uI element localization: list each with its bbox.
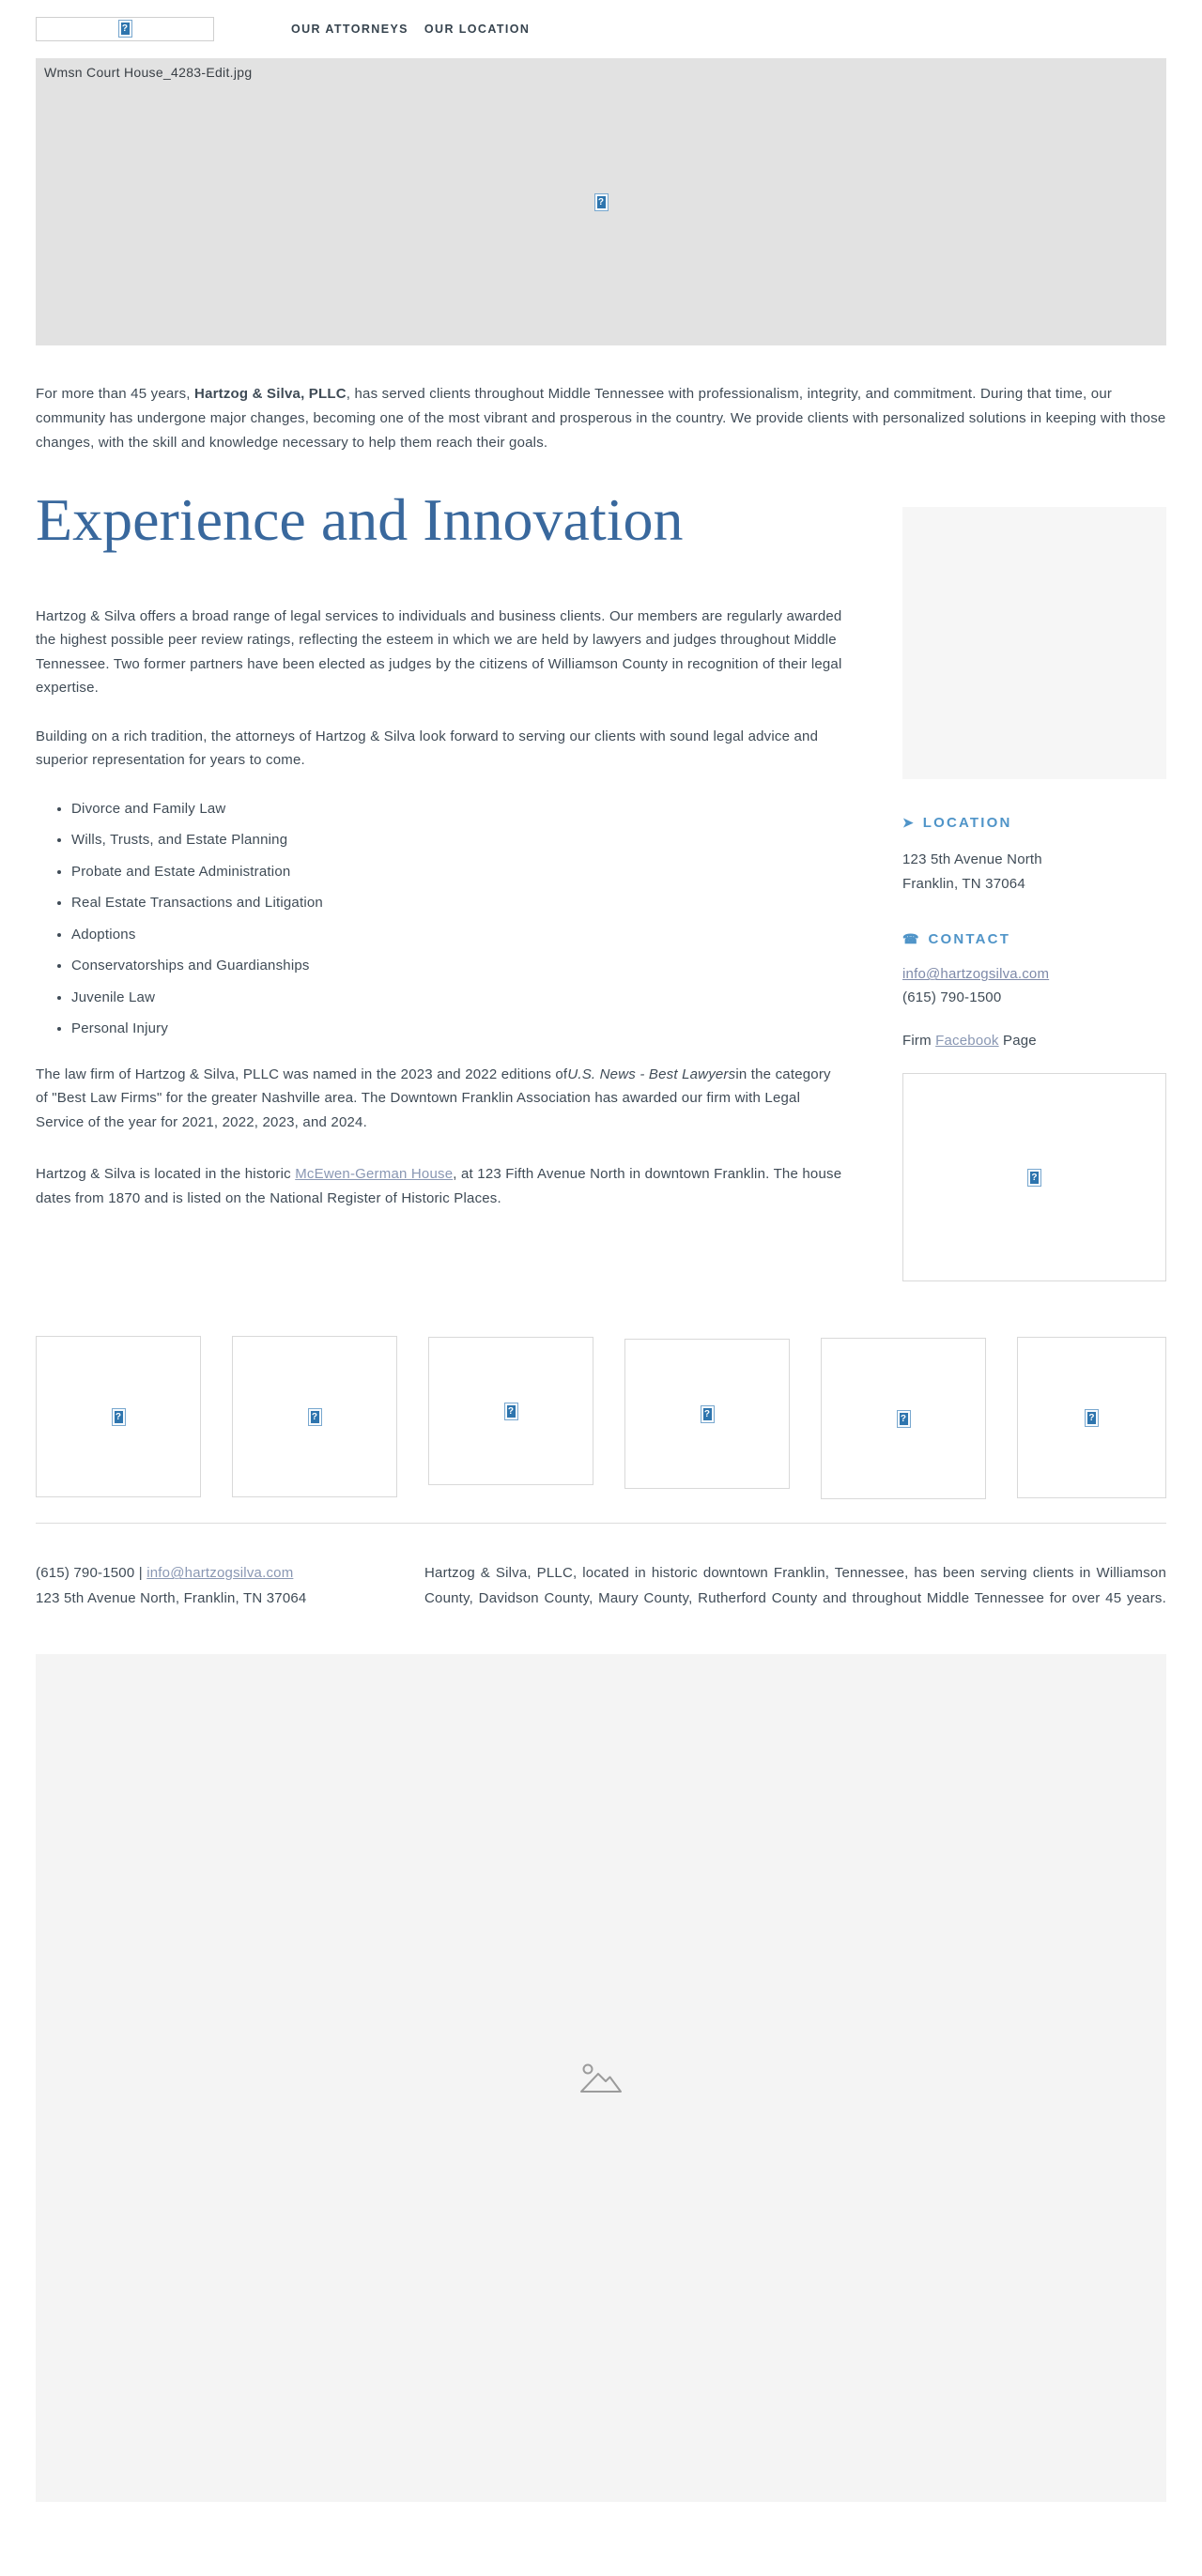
tradition-paragraph: Building on a rich tradition, the attorneys of Hartzog & Silva look forward to serving our clients with sound legal advice and superior representation for years to come. xyxy=(36,728,819,769)
map-embed-placeholder[interactable] xyxy=(36,1654,1166,2502)
hero-image-alt-text: Wmsn Court House_4283-Edit.jpg xyxy=(44,65,253,80)
footer-phone-email-line xyxy=(36,1560,393,1586)
location-heading xyxy=(902,815,1166,831)
footer-phone: (615) 790-1500 xyxy=(36,1565,135,1582)
gallery-thumbnail[interactable] xyxy=(232,1336,397,1497)
intro-firm-name: Hartzog & Silva, PLLC xyxy=(194,386,347,402)
footer-separator: | xyxy=(134,1565,147,1582)
main-column xyxy=(36,454,844,1210)
broken-image-icon xyxy=(1027,1169,1041,1187)
sidebar-widget-placeholder xyxy=(902,1073,1166,1281)
site-header xyxy=(36,0,1166,41)
image-placeholder-mountain-icon xyxy=(578,2062,624,2094)
facebook-line-post: Page xyxy=(998,1033,1037,1050)
list-item: • Real Estate Transactions and Litigation xyxy=(71,893,844,914)
footer-divider xyxy=(36,1523,1166,1524)
nav-link-our-attorneys[interactable]: OUR ATTORNEYS xyxy=(291,22,408,36)
sidebar xyxy=(902,454,1166,1281)
broken-image-question-glyph: ? xyxy=(507,1405,515,1417)
intro-paragraph xyxy=(36,382,1166,454)
facebook-line-pre: Firm xyxy=(902,1033,936,1050)
footer-email-link[interactable]: info@hartzogsilva.com xyxy=(146,1565,294,1582)
main-nav xyxy=(291,23,530,36)
broken-image-icon xyxy=(701,1405,715,1423)
sidebar-phone: (615) 790-1500 xyxy=(902,989,1002,1006)
contact-heading-label: CONTACT xyxy=(928,931,1011,948)
list-item: • Divorce and Family Law xyxy=(71,799,844,820)
list-item: • Juvenile Law xyxy=(71,988,844,1009)
broken-image-question-glyph: ? xyxy=(900,1413,907,1424)
intro-text-post: , has served clients throughout Middle Tennessee with professionalism, integrity, and commitment. During that time, our community has undergone major changes, becoming one of the most vibrant and prosperous in the country. We provide clients with personalized solutions in keeping with those changes, with the skill and knowledge necessary to help them reach their goals. xyxy=(36,386,1166,451)
sidebar-image-placeholder xyxy=(902,507,1166,779)
list-item: • Adoptions xyxy=(71,925,844,946)
broken-image-question-glyph: ? xyxy=(121,23,129,34)
awards-text-post: in the category of "Best Law Firms" for the greater Nashville area. The Downtown Franklin Association has awarded our firm with Legal Service of the year for 2021, 2022, 2023, and 2024. xyxy=(36,1066,831,1130)
footer-contact xyxy=(36,1560,393,1611)
broken-image-icon xyxy=(112,1408,126,1426)
broken-image-question-glyph: ? xyxy=(597,196,605,207)
hero-image-placeholder xyxy=(36,58,1166,345)
gallery-thumbnail[interactable] xyxy=(428,1337,593,1485)
awards-paragraph xyxy=(36,1063,844,1135)
broken-image-question-glyph: ? xyxy=(1088,1412,1095,1423)
history-text-post: , at 123 Fifth Avenue North in downtown Franklin. The house dates from 1870 and is listed on the National Register of Historic Places. xyxy=(36,1166,842,1206)
gallery-thumbnail[interactable] xyxy=(36,1336,201,1497)
broken-image-icon xyxy=(308,1408,322,1426)
sidebar-email-link[interactable]: info@hartzogsilva.com xyxy=(902,966,1050,983)
site-footer xyxy=(36,1560,1166,1611)
facebook-line xyxy=(902,1033,1166,1049)
nav-link-our-location[interactable]: OUR LOCATION xyxy=(424,22,531,36)
address-line: 123 5th Avenue North xyxy=(902,851,1042,868)
contact-heading xyxy=(902,931,1166,947)
page-title: Experience and Innovation xyxy=(36,486,684,554)
list-item: • Conservatorships and Guardianships xyxy=(71,956,844,977)
mcewen-german-house-link[interactable]: McEwen-German House xyxy=(295,1166,454,1183)
footer-about: Hartzog & Silva, PLLC, located in historic downtown Franklin, Tennessee, has been serving clients in Williamson County, Davidson County, Maury County, Rutherford County and throughout Middle Tennessee for over 45 years. xyxy=(424,1565,1166,1607)
gallery-thumbnail[interactable] xyxy=(821,1338,986,1499)
photo-gallery xyxy=(36,1336,1166,1499)
location-heading-label: LOCATION xyxy=(922,815,1012,832)
services-paragraph: Hartzog & Silva offers a broad range of legal services to individuals and business clients. Our members are regularly awarded the highest possible peer review ratings, reflecting the esteem in which we are held by lawyers and judges throughout Middle Tennessee. Two former partners have been elected as judges by the citizens of Williamson County in recognition of their legal expertise. xyxy=(36,607,842,697)
facebook-link[interactable]: Facebook xyxy=(935,1033,999,1050)
sidebar-address xyxy=(902,848,1166,896)
intro-text-pre: For more than 45 years, xyxy=(36,386,195,402)
location-arrow-icon: ➤ xyxy=(902,815,914,831)
telephone-icon: ☎ xyxy=(902,931,919,947)
awards-text-pre: The law firm of Hartzog & Silva, PLLC was named in the 2023 and 2022 editions of xyxy=(36,1066,568,1082)
broken-image-question-glyph: ? xyxy=(1031,1172,1038,1183)
list-item: • Probate and Estate Administration xyxy=(71,862,844,883)
broken-image-icon xyxy=(594,193,609,211)
practice-areas-list xyxy=(36,799,844,1040)
broken-image-icon xyxy=(118,20,132,38)
address-line: Franklin, TN 37064 xyxy=(902,875,1025,892)
broken-image-icon xyxy=(504,1403,518,1420)
site-logo[interactable] xyxy=(36,17,214,41)
awards-publication-name: U.S. News - Best Lawyers xyxy=(567,1066,736,1082)
broken-image-icon xyxy=(1085,1409,1099,1427)
content-columns xyxy=(36,454,1166,1281)
broken-image-icon xyxy=(897,1410,911,1428)
broken-image-question-glyph: ? xyxy=(703,1408,711,1419)
list-item: • Wills, Trusts, and Estate Planning xyxy=(71,830,844,851)
footer-address: 123 5th Avenue North, Franklin, TN 37064 xyxy=(36,1590,307,1607)
gallery-thumbnail[interactable] xyxy=(1017,1337,1166,1498)
list-item: • Personal Injury xyxy=(71,1019,844,1040)
gallery-thumbnail[interactable] xyxy=(624,1339,790,1489)
broken-image-question-glyph: ? xyxy=(311,1411,318,1422)
history-text-pre: Hartzog & Silva is located in the historic xyxy=(36,1166,296,1183)
history-paragraph xyxy=(36,1162,844,1210)
broken-image-question-glyph: ? xyxy=(115,1411,122,1422)
